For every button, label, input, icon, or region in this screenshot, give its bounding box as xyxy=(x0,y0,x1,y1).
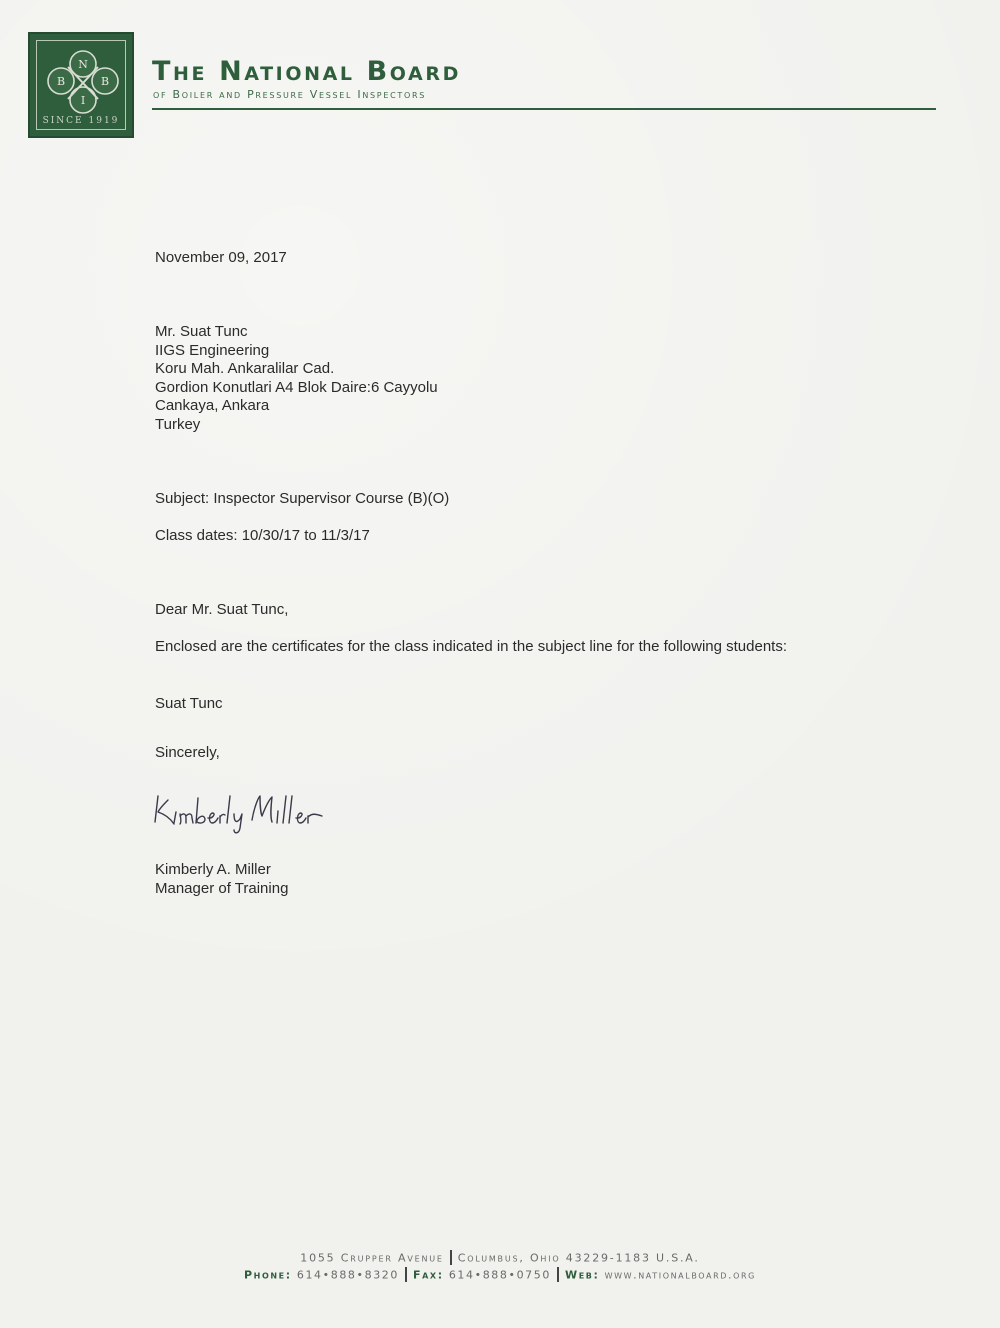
footer-city: Columbus, Ohio 43229-1183 U.S.A. xyxy=(457,1251,700,1265)
header-divider xyxy=(152,108,936,110)
footer-phone-label: Phone: xyxy=(244,1268,292,1282)
organization-name: The National Board xyxy=(152,56,461,87)
footer-street: 1055 Crupper Avenue xyxy=(300,1251,444,1265)
footer-address-line xyxy=(0,1251,1000,1266)
logo-letter-left: B xyxy=(56,75,66,88)
footer-fax-label: Fax: xyxy=(413,1268,444,1282)
national-board-logo xyxy=(28,32,134,138)
signature-text: Kimberly Miller xyxy=(150,786,157,787)
closing: Sincerely, xyxy=(155,744,220,761)
footer-separator xyxy=(557,1267,559,1282)
recipient-company: IIGS Engineering xyxy=(155,341,270,359)
recipient-name: Mr. Suat Tunc xyxy=(155,323,248,340)
body-paragraph: Enclosed are the certificates for the class indicated in the subject line for the following students: xyxy=(155,638,788,655)
subject-line: Subject: Inspector Supervisor Course (B)(O) xyxy=(155,490,450,507)
recipient-building: Gordion Konutlari A4 Blok Daire:6 Cayyolu xyxy=(155,378,438,396)
footer-contact-line xyxy=(0,1268,1000,1283)
signer-title: Manager of Training xyxy=(155,879,289,897)
footer-fax: 614•888•0750 xyxy=(448,1268,551,1282)
logo-since-text: SINCE 1919 xyxy=(42,116,120,126)
student-name: Suat Tunc xyxy=(155,695,223,712)
footer-web-label: Web: xyxy=(564,1268,600,1282)
logo-letter-bottom: I xyxy=(80,94,86,107)
logo-letter-right: B xyxy=(100,75,110,88)
recipient-city: Cankaya, Ankara xyxy=(155,397,270,414)
footer-web-link[interactable]: www.nationalboard.org xyxy=(604,1268,756,1282)
footer-separator xyxy=(450,1250,452,1265)
organization-subtitle: of Boiler and Pressure Vessel Inspectors xyxy=(153,88,426,101)
signer-name: Kimberly A. Miller xyxy=(155,861,271,878)
class-dates: Class dates: 10/30/17 to 11/3/17 xyxy=(155,527,370,544)
logo-letter-top: N xyxy=(78,58,88,71)
footer-phone: 614•888•8320 xyxy=(296,1268,400,1282)
recipient-address xyxy=(155,323,438,434)
recipient-country: Turkey xyxy=(155,415,201,433)
letter-date: November 09, 2017 xyxy=(155,249,287,266)
footer-separator xyxy=(405,1267,407,1282)
handwritten-signature xyxy=(150,786,340,836)
salutation: Dear Mr. Suat Tunc, xyxy=(155,601,289,618)
recipient-street: Koru Mah. Ankaralilar Cad. xyxy=(155,360,335,377)
signer-block xyxy=(155,861,288,898)
